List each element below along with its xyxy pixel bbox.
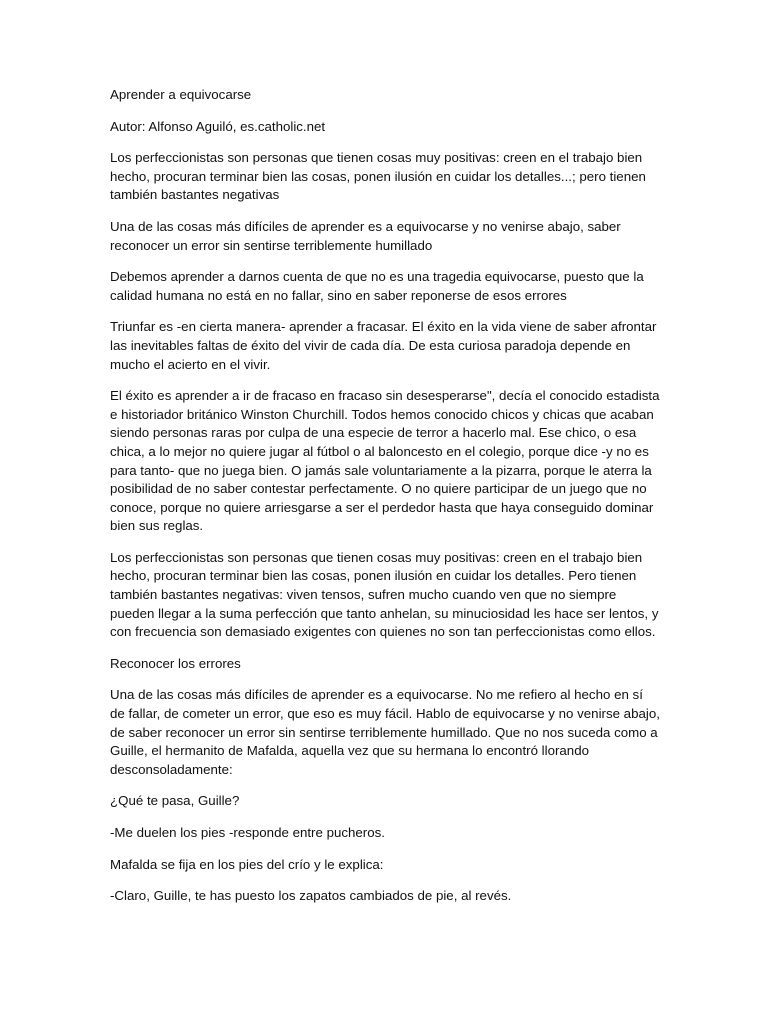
paragraph-4: Triunfar es -en cierta manera- aprender a fracasar. El éxito en la vida viene de saber afrontar las inevitables faltas de éxito del vivir de cada día. De esta curiosa paradoja depende en mucho el acierto en el vivir. — [110, 319, 657, 372]
paragraph-2: Una de las cosas más difíciles de aprender es a equivocarse y no venirse abajo, saber reconocer un error sin sentirse terriblemente humillado — [110, 218, 621, 253]
dialogue-line-2: -Me duelen los pies -responde entre pucheros. — [110, 825, 385, 840]
paragraph-1: Los perfeccionistas son personas que tienen cosas muy positivas: creen en el trabajo bien hecho, procuran terminar bien las cosas, ponen ilusión en cuidar los detalles...; pero tienen también bastantes negativas — [110, 150, 646, 203]
paragraph-7: Una de las cosas más difíciles de aprender es a equivocarse. No me refiero al hecho en sí de fallar, de cometer un error, que eso es muy fácil. Hablo de equivocarse y no venirse abajo, de saber reconocer un error sin sentirse terriblemente humillado. Que no nos suceda como a Guille, el hermanito de Mafalda, aquella vez que su hermana lo encontró llorando desconsoladamente: — [110, 687, 660, 777]
dialogue-line-3: Mafalda se fija en los pies del crío y le explica: — [110, 856, 384, 872]
dialogue-line-1: ¿Qué te pasa, Guille? — [110, 793, 240, 809]
paragraph-5: El éxito es aprender a ir de fracaso en fracaso sin desesperarse", decía el conocido estadista e historiador británico Winston Churchill. Todos hemos conocido chicos y chicas que acaban siendo personas raras por culpa de una especie de terror a hacerlo mal. Ese chico, o esa chica, a lo mejor no quiere jugar al fútbol o al baloncesto en el colegio, porque dice -y no es para tanto- que no juega bien. O jamás sale voluntariamente a la pizarra, porque le aterra la posibilidad de no saber contestar perfectamente. O no quiere participar de un juego que no conoce, porque no quiere arriesgarse a ser el perdedor hasta que haya conseguido dominar bien sus reglas. — [110, 388, 660, 534]
document-title: Aprender a equivocarse — [110, 87, 252, 102]
section-heading: Reconocer los errores — [110, 655, 241, 671]
document-page — [110, 86, 660, 919]
paragraph-6: Los perfeccionistas son personas que tienen cosas muy positivas: creen en el trabajo bien hecho, procuran terminar bien las cosas, ponen ilusión en cuidar los detalles. Pero tienen también bastantes negativas: viven tensos, sufren mucho cuando ven que no siempre pueden llegar a la suma perfección que tanto anhelan, su minuciosidad les hace ser lentos, y con frecuencia son demasiado exigentes con quienes no son tan perfeccionistas como ellos. — [110, 549, 659, 640]
paragraph-3: Debemos aprender a darnos cuenta de que no es una tragedia equivocarse, puesto que la calidad humana no está en no fallar, sino en saber reponerse de esos errores — [110, 269, 644, 303]
document-author: Autor: Alfonso Aguiló, es.catholic.net — [110, 118, 326, 134]
dialogue-line-4: -Claro, Guille, te has puesto los zapatos cambiados de pie, al revés. — [110, 888, 512, 904]
